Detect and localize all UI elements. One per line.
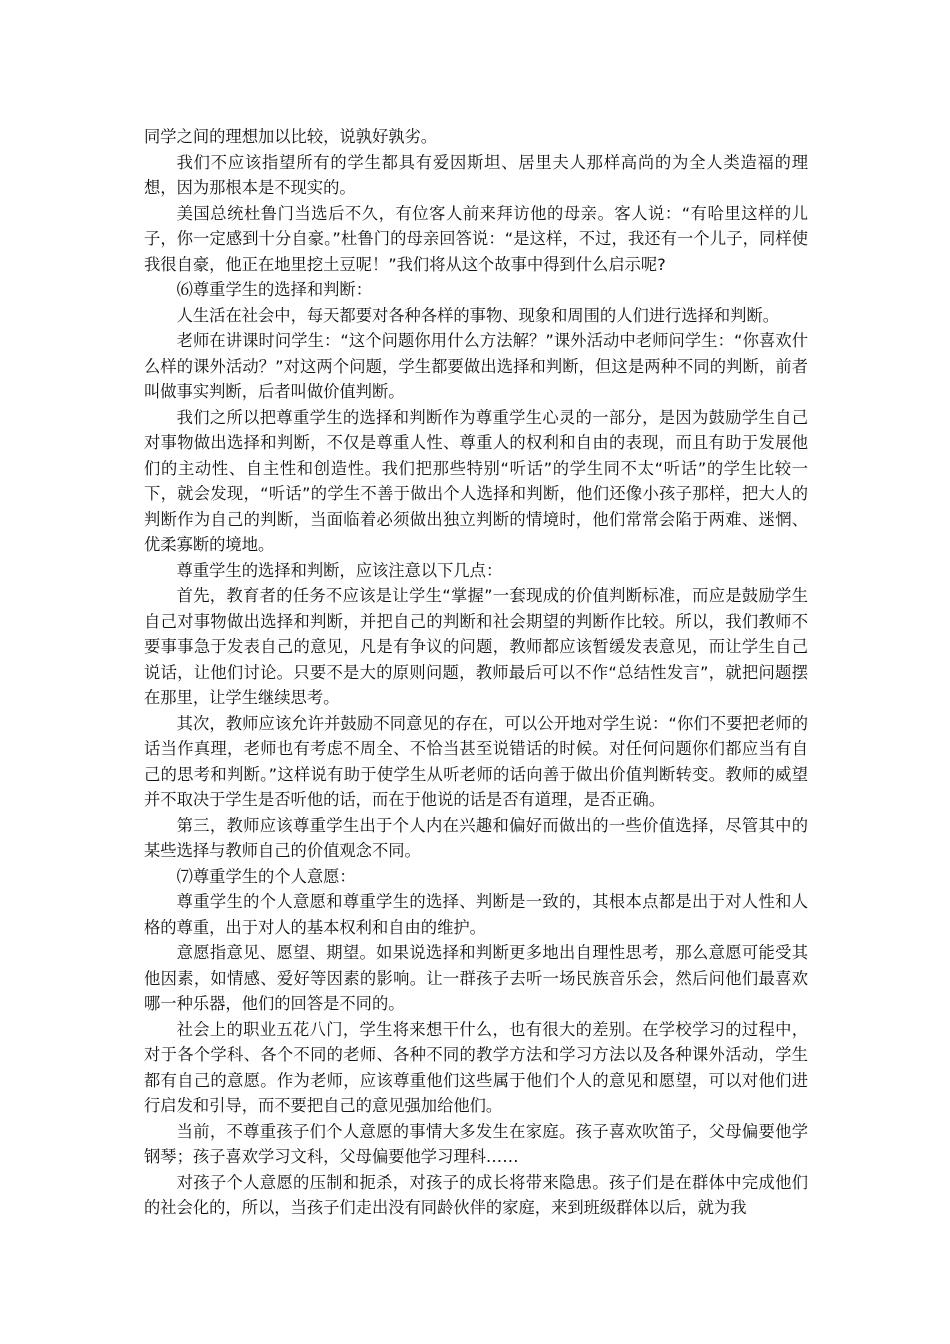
paragraph-12: 意愿指意见、愿望、期望。如果说选择和判断更多地出自理性思考，那么意愿可能受其他因素，如情感、爱好等因素的影响。让一群孩子去听一场民族音乐会，然后问他们最喜欢哪一种乐器，他们的回答是不同的。: [144, 943, 808, 1013]
paragraph-13: 社会上的职业五花八门，学生将来想干什么，也有很大的差别。在学校学习的过程中，对于各个学科、各个不同的老师、各种不同的教学方法和学习方法以及各种课外活动，学生都有自己的意愿。作为老师，应该尊重他们这些属于他们个人的意见和愿望，可以对他们进行启发和引导，而不要把自己的意见强加给他们。: [144, 1019, 808, 1115]
section-heading-6: ⑹尊重学生的选择和判断：: [176, 280, 372, 299]
paragraph-10: 第三，教师应该尊重学生出于个人内在兴趣和偏好而做出的一些价值选择，尽管其中的某些选择与教师自己的价值观念不同。: [144, 815, 808, 860]
paragraph-4: 人生活在社会中，每天都要对各种各样的事物、现象和周围的人们进行选择和判断。: [176, 305, 780, 325]
paragraph-15: 对孩子个人意愿的压制和扼杀，对孩子的成长将带来隐患。孩子们是在群体中完成他们的社会化的，所以，当孩子们走出没有同龄伙伴的家庭，来到班级群体以后，就为我: [144, 1172, 808, 1217]
paragraph-14: 当前，不尊重孩子们个人意愿的事情大多发生在家庭。孩子喜欢吹笛子，父母偏要他学钢琴；孩子喜欢学习文科，父母偏要他学习理科……: [144, 1121, 808, 1166]
paragraph-2: 我们不应该指望所有的学生都具有爱因斯坦、居里夫人那样高尚的为全人类造福的理想，因为那根本是不现实的。: [144, 152, 808, 197]
paragraph-5: 老师在讲课时问学生：“这个问题你用什么方法解？”课外活动中老师问学生：“你喜欢什么样的课外活动？”对这两个问题，学生都要做出选择和判断，但这是两种不同的判断，前者叫做事实判断，后者叫做价值判断。: [144, 331, 808, 401]
paragraph-9: 其次，教师应该允许并鼓励不同意见的存在，可以公开地对学生说：“你们不要把老师的话当作真理，老师也有考虑不周全、不恰当甚至说错话的时候。对任何问题你们都应当有自己的思考和判断。”这样说有助于使学生从听老师的话向善于做出价值判断转变。教师的威望并不取决于学生是否听他的话，而在于他说的话是否有道理，是否正确。: [144, 713, 808, 809]
paragraph-11: 尊重学生的个人意愿和尊重学生的选择、判断是一致的，其根本点都是出于对人性和人格的尊重，出于对人的基本权利和自由的维护。: [144, 892, 808, 937]
paragraph-1: 同学之间的理想加以比较，说孰好孰劣。: [144, 127, 438, 146]
paragraph-3: 美国总统杜鲁门当选后不久，有位客人前来拜访他的母亲。客人说：“有哈里这样的儿子，你一定感到十分自豪。”杜鲁门的母亲回答说：“是这样，不过，我还有一个儿子，同样使我很自豪，他正在地里挖土豆呢！”我们将从这个故事中得到什么启示呢?: [144, 203, 808, 274]
paragraph-8: 首先，教育者的任务不应该是让学生“掌握”一套现成的价值判断标准，而应是鼓励学生自己对事物做出选择和判断，并把自己的判断和社会期望的判断作比较。所以，我们教师不要事事急于发表自己的意见，凡是有争议的问题，教师都应该暂缓发表意见，而让学生自己说话，让他们讨论。只要不是大的原则问题，教师最后可以不作“总结性发言”，就把问题摆在那里，让学生继续思考。: [144, 586, 808, 707]
section-heading-7: ⑺尊重学生的个人意愿：: [176, 866, 356, 886]
document-body: [144, 124, 808, 1221]
paragraph-7: 尊重学生的选择和判断，应该注意以下几点：: [176, 560, 503, 580]
paragraph-6: 我们之所以把尊重学生的选择和判断作为尊重学生心灵的一部分，是因为鼓励学生自己对事物做出选择和判断，不仅是尊重人性、尊重人的权利和自由的表现，而且有助于发展他们的主动性、自主性和创造性。我们把那些特别“听话”的学生同不太“听话”的学生比较一下，就会发现，“听话”的学生不善于做出个人选择和判断，他们还像小孩子那样，把大人的判断作为自己的判断，当面临着必须做出独立判断的情境时，他们常常会陷于两难、迷惘、优柔寡断的境地。: [144, 407, 808, 554]
